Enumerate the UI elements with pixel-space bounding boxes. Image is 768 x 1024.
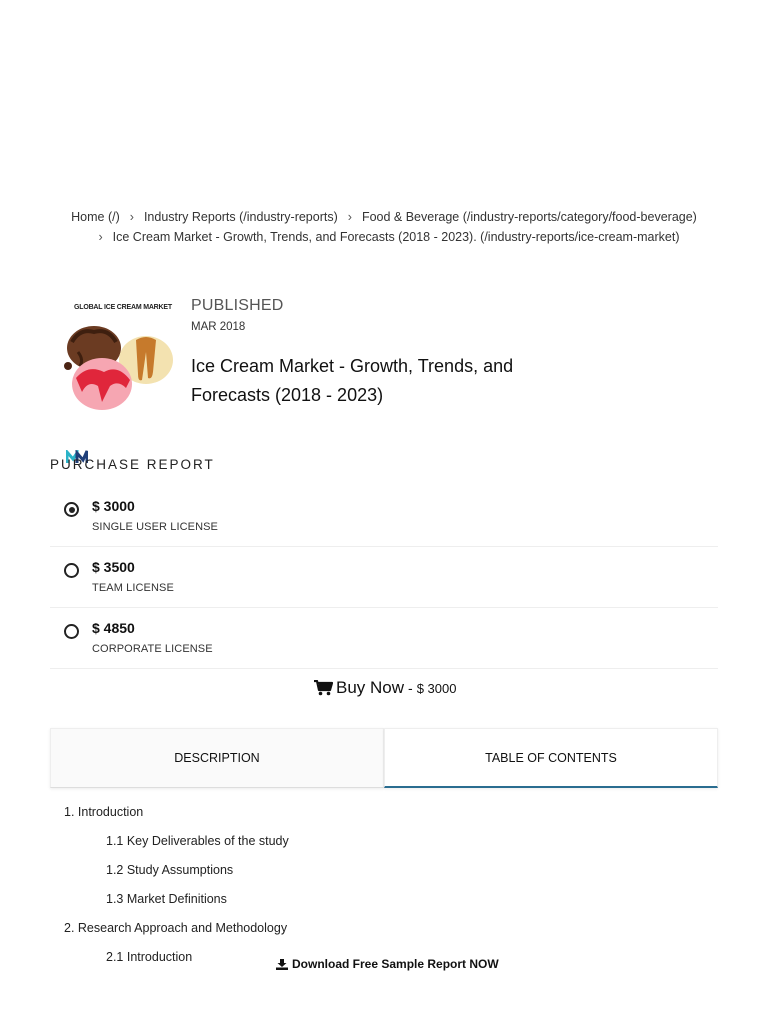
tab-table-of-contents[interactable]: TABLE OF CONTENTS [384,728,718,788]
toc-item: 1.2 Study Assumptions [106,863,234,877]
chevron-right-icon: › [129,210,134,224]
cover-title: GLOBAL ICE CREAM MARKET [74,304,172,311]
buy-now-separator: - [408,680,413,696]
license-name: CORPORATE LICENSE [92,643,213,655]
tab-description[interactable]: DESCRIPTION [50,728,384,788]
report-tabs [50,728,718,788]
license-option-corporate[interactable] [50,608,718,669]
license-option-single-user[interactable] [50,486,718,547]
purchase-report-heading: PURCHASE REPORT [50,457,215,472]
published-date: MAR 2018 [191,321,246,333]
report-cover-image [58,296,178,444]
chevron-right-icon: › [347,210,352,224]
toc-item: 1.1 Key Deliverables of the study [106,834,289,848]
report-title: Ice Cream Market - Growth, Trends, and Forecasts (2018 - 2023) [191,356,514,405]
breadcrumb-industry-reports-link[interactable]: Industry Reports (/industry-reports) [143,210,338,224]
buy-now-label: Buy Now [336,678,405,697]
license-option-team[interactable] [50,547,718,608]
buy-now-price: $ 3000 [416,680,457,696]
breadcrumb-current-link[interactable]: Ice Cream Market - Growth, Trends, and Forecasts (2018 - 2023). (/industry-reports/ice-cream-market) [112,229,680,244]
radio-button[interactable] [64,563,79,578]
download-icon [276,959,288,970]
license-price: $ 3500 [92,559,135,575]
breadcrumb-home-link[interactable]: Home (/) [71,210,120,224]
radio-button[interactable] [64,624,79,639]
shopping-cart-icon [314,680,333,696]
breadcrumb [70,208,698,247]
ice-cream-scoops-image [58,322,178,414]
toc-item: 1.3 Market Definitions [106,892,227,906]
radio-button-selected[interactable] [64,502,79,517]
buy-now-button[interactable] [314,678,456,698]
download-sample-button[interactable] [276,957,499,971]
breadcrumb-food-beverage-link[interactable]: Food & Beverage (/industry-reports/category/food-beverage) [361,210,697,224]
license-name: SINGLE USER LICENSE [92,521,218,533]
license-price: $ 3000 [92,498,135,514]
license-options [50,486,718,669]
license-name: TEAM LICENSE [92,582,174,594]
chevron-right-icon: › [98,229,103,244]
license-price: $ 4850 [92,620,135,636]
toc-item: 2.1 Introduction [106,950,193,964]
table-of-contents [64,802,664,976]
published-label: PUBLISHED [191,297,284,314]
toc-item: 1. Introduction [64,805,144,819]
download-sample-label: Download Free Sample Report NOW [292,957,499,971]
toc-item: 2. Research Approach and Methodology [64,921,288,935]
